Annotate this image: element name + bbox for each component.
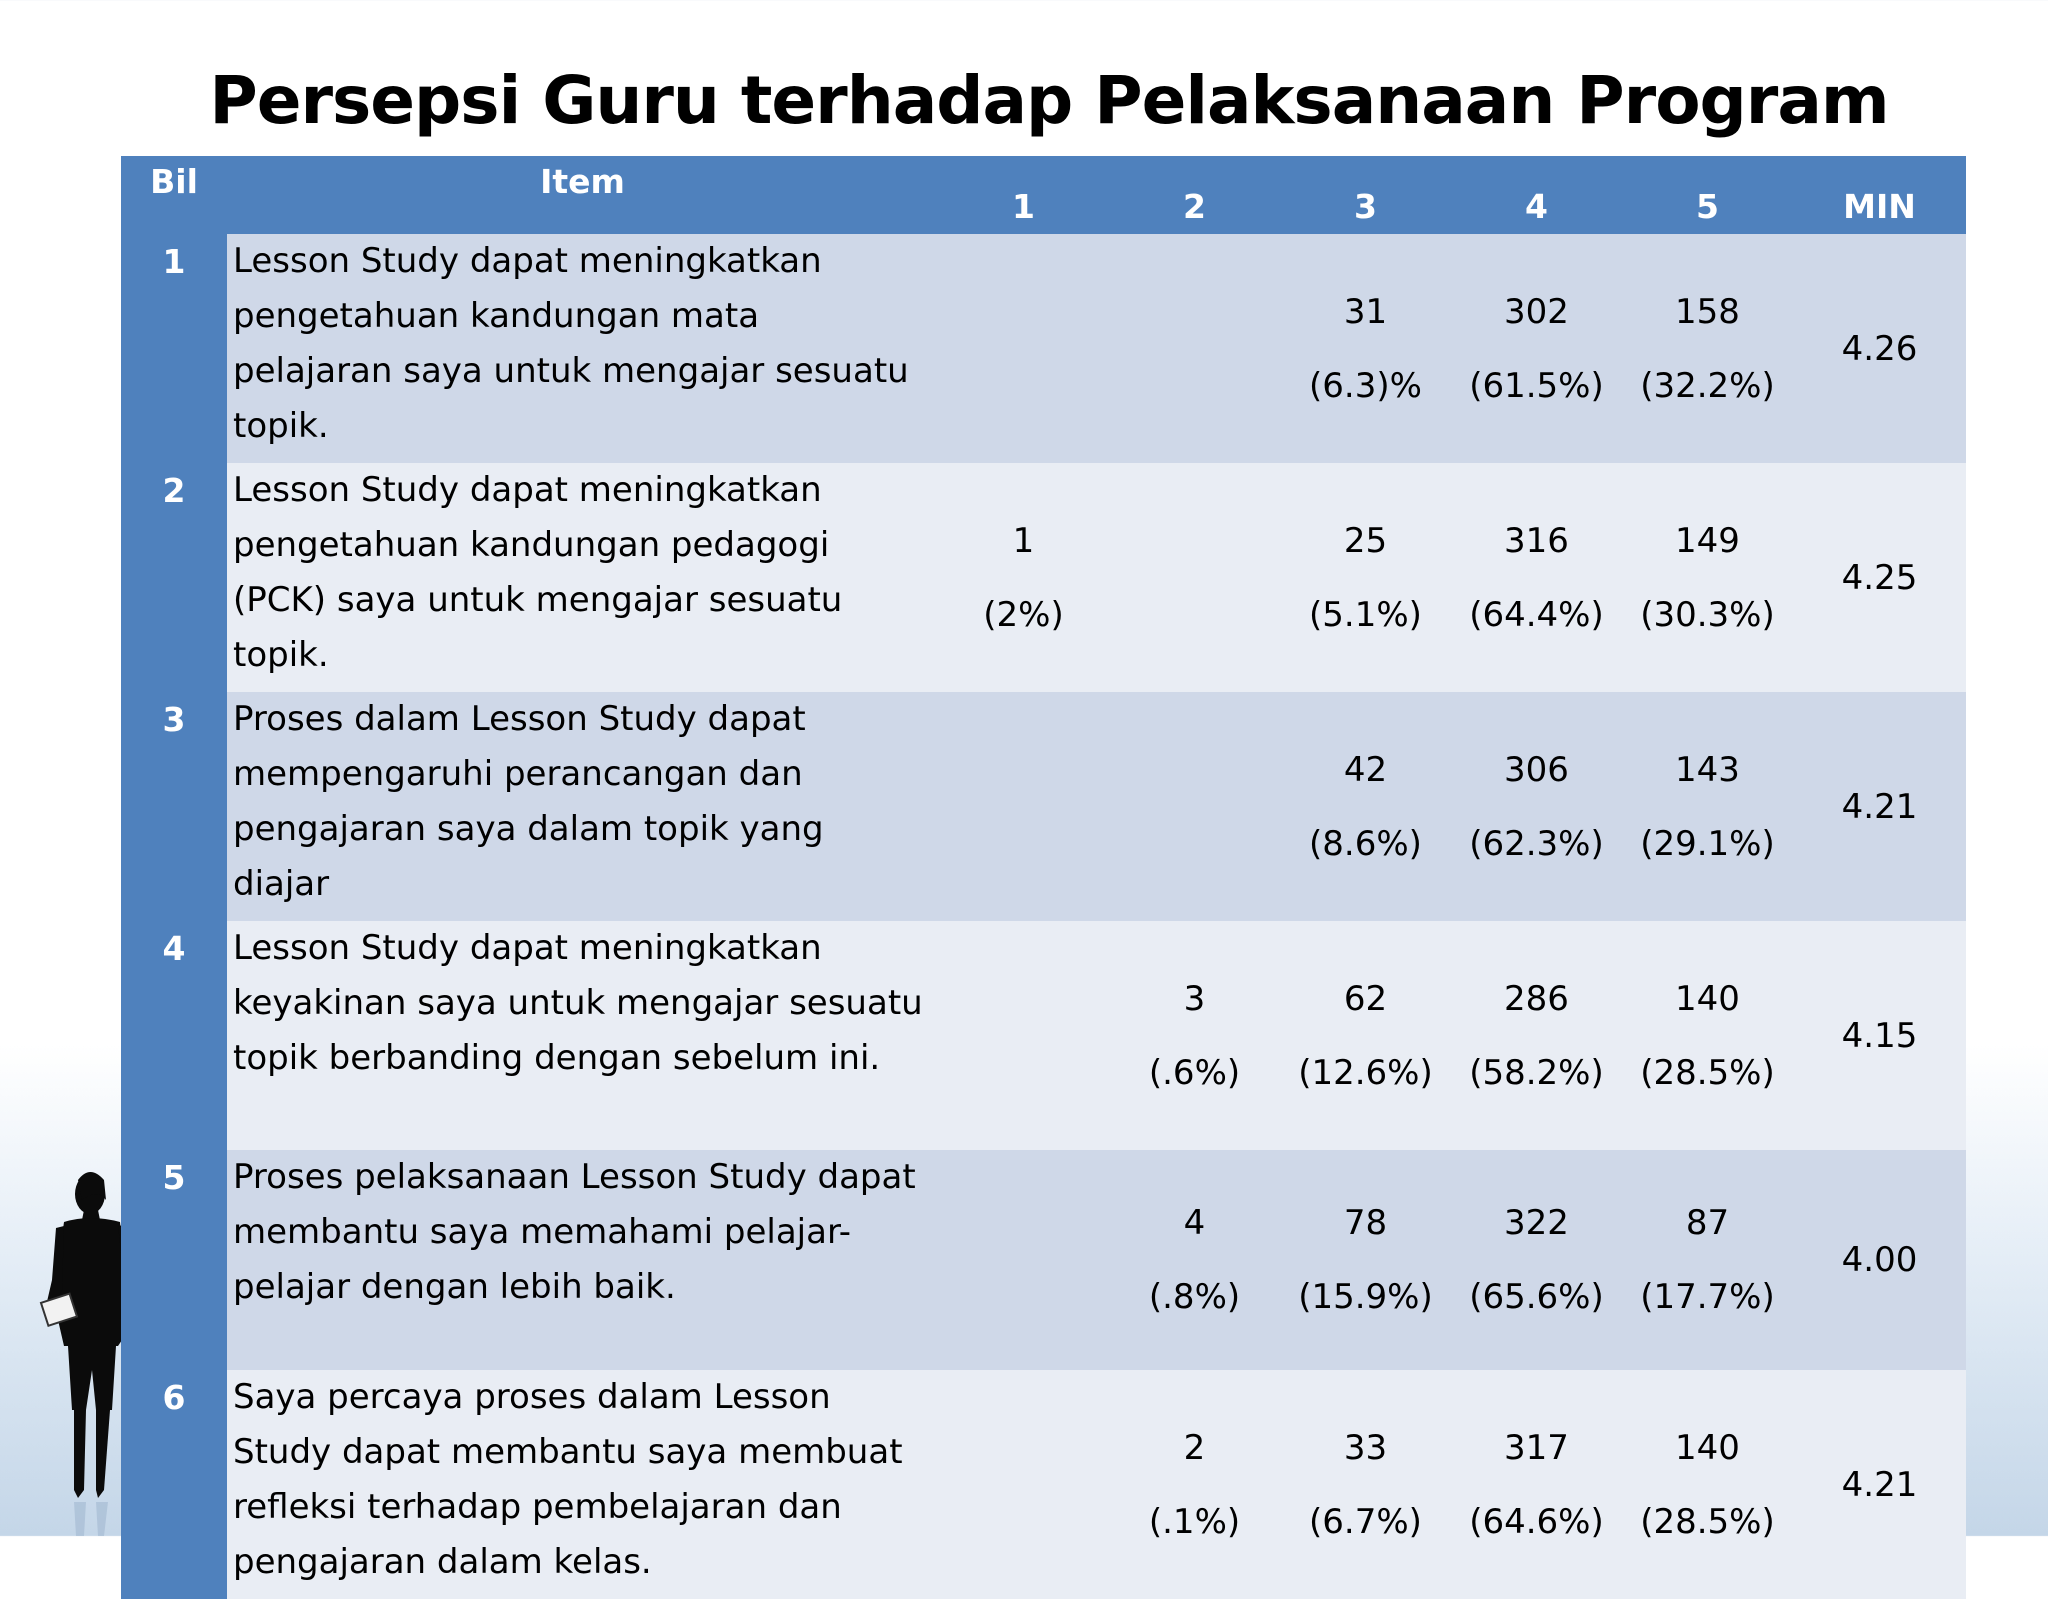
header-scale-5: 5 — [1622, 156, 1793, 234]
response-count: 302 — [1504, 291, 1569, 332]
response-cell-3 — [1280, 1150, 1451, 1370]
table-row — [121, 234, 1966, 463]
response-count: 140 — [1675, 978, 1740, 1019]
response-percent: (58.2%) — [1469, 1052, 1604, 1093]
header-scale-1: 1 — [938, 156, 1109, 234]
response-percent: (.6%) — [1148, 1052, 1241, 1093]
response-percent: (64.6%) — [1469, 1501, 1604, 1542]
response-count: 25 — [1343, 520, 1388, 561]
item-text-line — [233, 1315, 932, 1370]
response-cell-1 — [938, 463, 1109, 692]
response-percent: (28.5%) — [1640, 1052, 1775, 1093]
response-count: 31 — [1343, 291, 1388, 332]
row-number: 6 — [121, 1370, 227, 1599]
response-cell-5 — [1622, 1150, 1793, 1370]
item-text-line: pengetahuan kandungan mata — [233, 296, 760, 336]
item-text-line: Proses pelaksanaan Lesson Study dapat — [233, 1157, 916, 1197]
item-text-line: diajar — [233, 864, 330, 904]
response-count: 317 — [1504, 1427, 1569, 1468]
response-percent: (17.7%) — [1640, 1277, 1775, 1317]
response-percent: (62.3%) — [1469, 823, 1604, 864]
survey-table — [121, 156, 1966, 1599]
response-percent: (61.5%) — [1469, 365, 1604, 406]
response-percent: (29.1%) — [1640, 823, 1775, 864]
item-text-line: topik. — [233, 635, 329, 675]
response-percent: (5.1%) — [1309, 594, 1422, 635]
response-cell-1 — [938, 921, 1109, 1150]
response-count: 33 — [1343, 1427, 1388, 1468]
mean-score: 4.25 — [1793, 463, 1966, 692]
item-text-line: topik berbanding dengan sebelum ini. — [233, 1038, 881, 1078]
header-scale-3: 3 — [1280, 156, 1451, 234]
response-count: 78 — [1343, 1203, 1388, 1243]
item-text-line: refleksi terhadap pembelajaran dan — [233, 1487, 842, 1527]
item-cell — [227, 1150, 938, 1370]
item-text-line: Lesson Study dapat meningkatkan — [233, 470, 822, 510]
response-percent: (65.6%) — [1469, 1277, 1604, 1317]
item-cell — [227, 692, 938, 921]
response-cell-3 — [1280, 921, 1451, 1150]
item-text-line: Lesson Study dapat meningkatkan — [233, 928, 822, 968]
mean-score: 4.00 — [1793, 1150, 1966, 1370]
response-count: 149 — [1675, 520, 1740, 561]
response-percent: (2%) — [983, 594, 1064, 635]
response-count: 2 — [1183, 1427, 1206, 1468]
response-cell-1 — [938, 692, 1109, 921]
response-cell-5 — [1622, 463, 1793, 692]
response-cell-1 — [938, 234, 1109, 463]
response-cell-3 — [1280, 692, 1451, 921]
response-percent: (30.3%) — [1640, 594, 1775, 635]
mean-score: 4.21 — [1793, 1370, 1966, 1599]
header-item: Item — [227, 156, 938, 234]
item-text-line: membantu saya memahami pelajar- — [233, 1212, 852, 1252]
response-count: 158 — [1675, 291, 1740, 332]
response-cell-1 — [938, 1150, 1109, 1370]
table-row — [121, 921, 1966, 1150]
item-text-line: pengetahuan kandungan pedagogi — [233, 525, 830, 565]
table-row — [121, 463, 1966, 692]
response-count: 322 — [1504, 1203, 1569, 1243]
mean-score: 4.26 — [1793, 234, 1966, 463]
item-cell — [227, 234, 938, 463]
item-text-line: pengajaran dalam kelas. — [233, 1542, 652, 1582]
response-cell-3 — [1280, 1370, 1451, 1599]
response-percent: (28.5%) — [1640, 1501, 1775, 1542]
response-percent: (.1%) — [1148, 1501, 1241, 1542]
item-text-line: keyakinan saya untuk mengajar sesuatu — [233, 983, 923, 1023]
response-cell-4 — [1451, 692, 1622, 921]
response-count: 3 — [1183, 978, 1206, 1019]
page-title: Persepsi Guru terhadap Pelaksanaan Program — [209, 62, 1889, 139]
response-cell-3 — [1280, 234, 1451, 463]
header-bil: Bil — [121, 156, 227, 234]
response-cell-4 — [1451, 1370, 1622, 1599]
response-count: 42 — [1343, 749, 1388, 790]
item-text-line: Proses dalam Lesson Study dapat — [233, 699, 806, 739]
row-number: 5 — [121, 1150, 227, 1370]
table-row — [121, 692, 1966, 921]
response-count: 62 — [1343, 978, 1388, 1019]
response-cell-4 — [1451, 921, 1622, 1150]
item-text-line: Study dapat membantu saya membuat — [233, 1432, 903, 1472]
response-cell-4 — [1451, 1150, 1622, 1370]
response-count: 306 — [1504, 749, 1569, 790]
response-cell-4 — [1451, 234, 1622, 463]
response-cell-5 — [1622, 1370, 1793, 1599]
row-number: 4 — [121, 921, 227, 1150]
response-count: 140 — [1675, 1427, 1740, 1468]
response-cell-5 — [1622, 921, 1793, 1150]
header-row — [121, 156, 1966, 234]
response-percent: (6.7%) — [1309, 1501, 1422, 1542]
header-scale-2: 2 — [1109, 156, 1280, 234]
response-count: 1 — [1012, 520, 1035, 561]
item-cell — [227, 921, 938, 1150]
header-scale-4: 4 — [1451, 156, 1622, 234]
response-count: 286 — [1504, 978, 1569, 1019]
response-cell-5 — [1622, 234, 1793, 463]
response-count: 143 — [1675, 749, 1740, 790]
row-number: 2 — [121, 463, 227, 692]
response-percent: (12.6%) — [1298, 1052, 1433, 1093]
response-cell-2 — [1109, 1370, 1280, 1599]
mean-score: 4.21 — [1793, 692, 1966, 921]
response-count: 316 — [1504, 520, 1569, 561]
item-text-line: topik. — [233, 406, 329, 446]
response-percent: (64.4%) — [1469, 594, 1604, 635]
item-cell — [227, 463, 938, 692]
item-text-line: mempengaruhi perancangan dan — [233, 754, 803, 794]
table-row — [121, 1370, 1966, 1599]
response-cell-4 — [1451, 463, 1622, 692]
mean-score: 4.15 — [1793, 921, 1966, 1150]
response-count: 87 — [1685, 1203, 1730, 1243]
item-text-line: Lesson Study dapat meningkatkan — [233, 241, 822, 281]
response-count: 4 — [1183, 1203, 1206, 1243]
response-cell-2 — [1109, 692, 1280, 921]
response-cell-3 — [1280, 463, 1451, 692]
row-number: 1 — [121, 234, 227, 463]
item-text-line: Saya percaya proses dalam Lesson — [233, 1377, 831, 1417]
response-cell-2 — [1109, 921, 1280, 1150]
item-text-line — [233, 1086, 932, 1141]
item-text-line: pelajaran saya untuk mengajar sesuatu — [233, 351, 909, 391]
item-text-line: pengajaran saya dalam topik yang — [233, 809, 824, 849]
response-cell-2 — [1109, 1150, 1280, 1370]
item-text-line: pelajar dengan lebih baik. — [233, 1267, 676, 1307]
response-percent: (.8%) — [1148, 1277, 1241, 1317]
table-row — [121, 1150, 1966, 1370]
header-min: MIN — [1793, 156, 1966, 234]
response-cell-5 — [1622, 692, 1793, 921]
response-percent: (15.9%) — [1298, 1277, 1433, 1317]
response-percent: (8.6%) — [1309, 823, 1422, 864]
item-cell — [227, 1370, 938, 1599]
response-cell-2 — [1109, 234, 1280, 463]
row-number: 3 — [121, 692, 227, 921]
response-cell-1 — [938, 1370, 1109, 1599]
response-cell-2 — [1109, 463, 1280, 692]
item-text-line: (PCK) saya untuk mengajar sesuatu — [233, 580, 843, 620]
response-percent: (6.3)% — [1309, 365, 1422, 406]
response-percent: (32.2%) — [1640, 365, 1775, 406]
